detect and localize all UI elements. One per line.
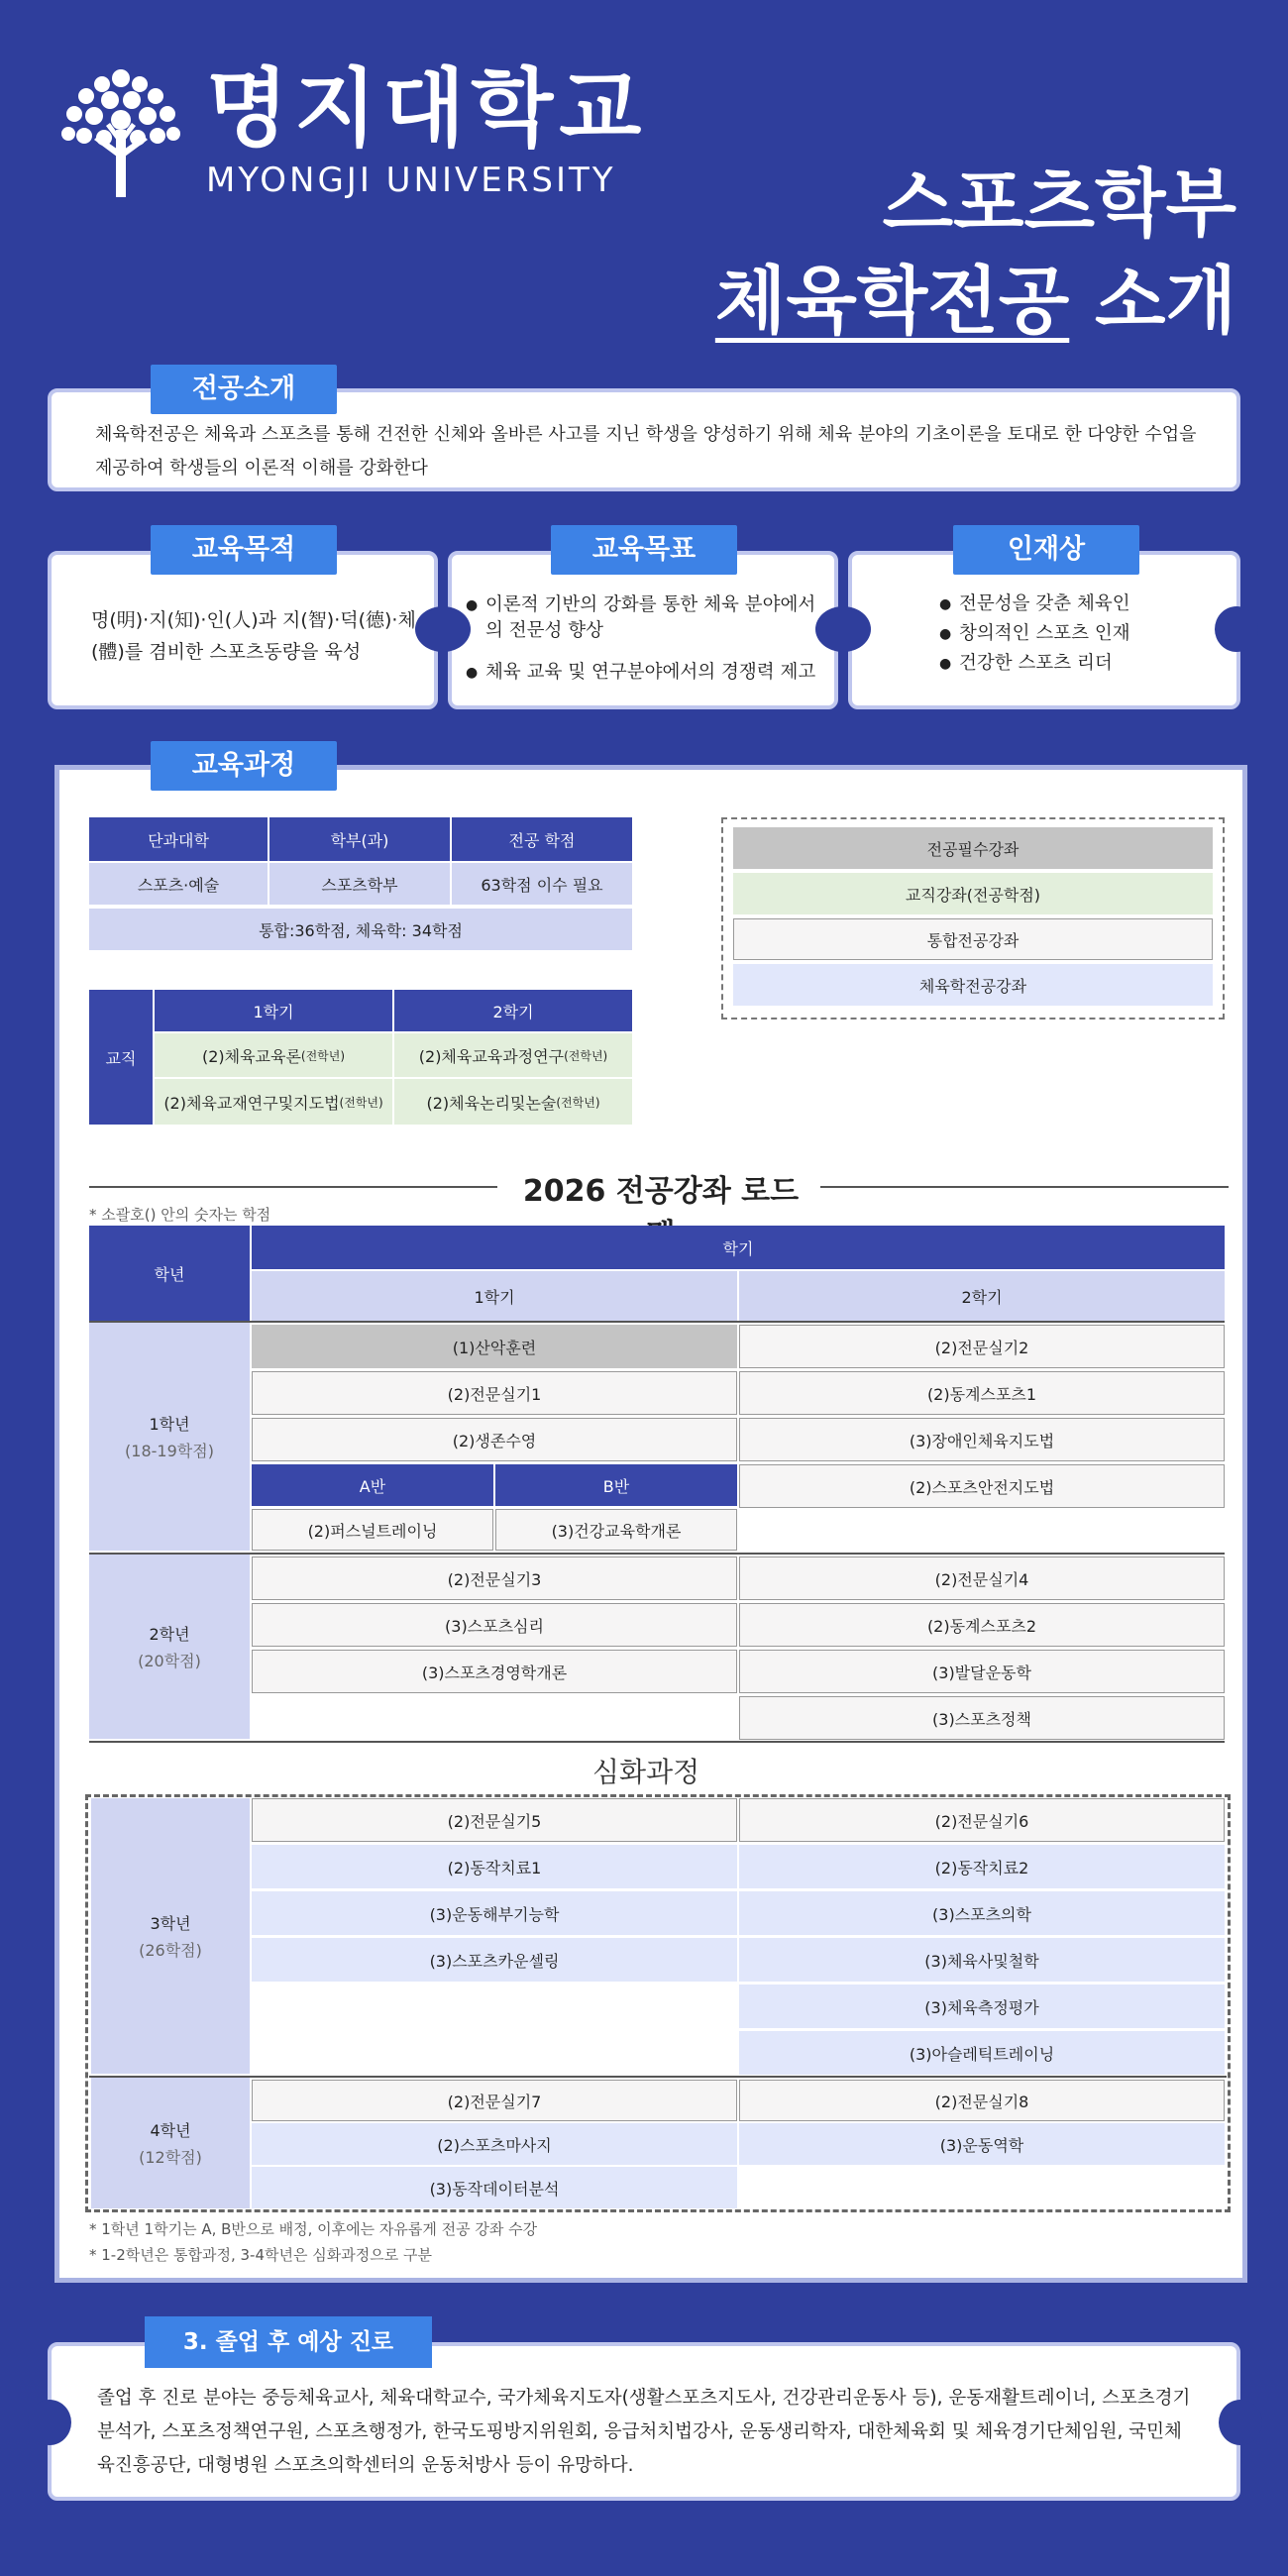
legend-integrated: 통합전공강좌: [733, 918, 1213, 960]
course-cell: (2)퍼스널트레이닝: [252, 1509, 493, 1551]
course-cell: (2)전문실기7: [252, 2080, 737, 2121]
info-value: 스포츠학부: [269, 863, 450, 905]
row-divider: [89, 2076, 1227, 2078]
info-value: 63학점 이수 필요: [452, 863, 632, 905]
university-name-en: MYONGJI UNIVERSITY: [206, 161, 616, 200]
year-credits: (18-19학점): [125, 1442, 214, 1460]
title-major: 체육학전공: [714, 259, 1070, 344]
teaching-sem1: 1학기: [155, 990, 392, 1031]
course-cell: (2)전문실기1: [252, 1371, 737, 1415]
goals-tab: 교육목표: [551, 525, 737, 575]
year3-label: [91, 1798, 250, 2074]
connector-notch: [415, 606, 471, 652]
year-name: 3학년: [150, 1914, 191, 1933]
course-cell: (2)전문실기4: [739, 1556, 1225, 1600]
sem1-header: 1학기: [252, 1271, 737, 1321]
legend-teaching: 교직강좌(전공학점): [733, 873, 1213, 914]
title-suffix: 소개: [1069, 259, 1236, 344]
course-cell: (2)동작치료1: [252, 1845, 737, 1888]
class-b-header: B반: [495, 1464, 737, 1506]
course-cell: (3)아슬레틱트레이닝: [739, 2031, 1225, 2075]
teaching-course: [394, 1033, 632, 1077]
title-rule-left: [89, 1186, 497, 1188]
course-cell: (2)전문실기5: [252, 1798, 737, 1842]
purpose-box: [48, 551, 438, 709]
tree-logo-icon: [54, 60, 188, 199]
connector-notch: [1215, 606, 1258, 652]
title-rule-right: [820, 1186, 1229, 1188]
course-cell: (3)스포츠의학: [739, 1891, 1225, 1935]
footnote: * 1학년 1학기는 A, B반으로 배정, 이후에는 자유롭게 전공 강좌 수강: [89, 2220, 538, 2238]
curriculum-tab: 교육과정: [151, 741, 337, 791]
roadmap-title: 2026 전공강좌 로드: [522, 1174, 800, 1209]
advanced-title: 심화과정: [592, 1756, 700, 1788]
talent-tab: 인재상: [953, 525, 1139, 575]
year-credits: (12학점): [139, 2148, 202, 2167]
course-name: (2)체육교육과정연구: [418, 1046, 565, 1066]
talent-item: ● 전문성을 갖춘 체육인: [939, 590, 1227, 618]
year-name: 1학년: [149, 1415, 190, 1434]
info-header: 학부(과): [269, 817, 450, 861]
course-cell: (1)산악훈련: [252, 1325, 737, 1368]
course-cell: (3)발달운동학: [739, 1650, 1225, 1693]
year-name: 4학년: [150, 2121, 191, 2140]
university-logo: [54, 59, 647, 200]
info-value: 스포츠·예술: [89, 863, 268, 905]
course-cell: (3)장애인체육지도법: [739, 1418, 1225, 1461]
course-cell: (3)체육사및철학: [739, 1938, 1225, 1982]
info-header: 단과대학: [89, 817, 268, 861]
course-scope: (전학년): [556, 1095, 600, 1110]
course-name: (2)체육교재연구및지도법: [163, 1093, 340, 1113]
course-name: (2)체육교육론: [201, 1046, 301, 1066]
course-cell: (3)체육측정평가: [739, 1985, 1225, 2028]
row-divider: [89, 1553, 1225, 1555]
row-divider: [89, 1741, 1225, 1743]
course-cell: (3)스포츠심리: [252, 1603, 737, 1647]
intro-text: 체육학전공은 체육과 스포츠를 통해 건전한 신체와 올바른 사고를 지닌 학생을 양성하기 위해 체육 분야의 기초이론을 토대로 한 다양한 수업을 제공하여 학생들의 이론적 이해를 강화한다: [95, 424, 1197, 479]
legend-pe: 체육학전공강좌: [733, 964, 1213, 1006]
curriculum-panel: [54, 765, 1247, 2283]
teaching-course: [155, 1033, 392, 1077]
course-cell: (3)스포츠정책: [739, 1696, 1225, 1740]
year-name: 2학년: [149, 1625, 190, 1644]
course-cell: (3)운동역학: [739, 2123, 1225, 2165]
course-cell: (2)스포츠마사지: [252, 2123, 737, 2165]
course-cell: (2)생존수영: [252, 1418, 737, 1461]
course-cell: (2)스포츠안전지도법: [739, 1464, 1225, 1508]
course-scope: (전학년): [339, 1095, 383, 1110]
semester-header: 학기: [252, 1226, 1225, 1269]
university-name-kr: 명지대학교: [206, 59, 648, 159]
course-cell: (3)건강교육학개론: [495, 1509, 737, 1551]
credit-note: * 소괄호() 안의 숫자는 학점: [89, 1206, 271, 1224]
purpose-tab: 교육목적: [151, 525, 337, 575]
course-cell: (2)전문실기3: [252, 1556, 737, 1600]
talent-box: [848, 551, 1240, 709]
year-credits: (20학점): [138, 1652, 201, 1670]
course-cell: (2)동작치료2: [739, 1845, 1225, 1888]
course-cell: (2)전문실기8: [739, 2080, 1225, 2121]
teaching-course: [155, 1079, 392, 1125]
talent-item: ● 건강한 스포츠 리더: [939, 650, 1227, 678]
info-total: 통합:36학점, 체육학: 34학점: [89, 909, 632, 950]
course-cell: (3)스포츠카운셀링: [252, 1938, 737, 1982]
connector-notch: [28, 2400, 71, 2445]
intro-tab: 전공소개: [151, 365, 337, 414]
course-cell: (2)전문실기6: [739, 1798, 1225, 1842]
year2-label: [89, 1555, 250, 1739]
title-line1: 스포츠학부: [882, 161, 1236, 247]
connector-notch: [1219, 2400, 1262, 2445]
sem2-header: 2학기: [739, 1271, 1225, 1321]
course-cell: (2)동계스포츠2: [739, 1603, 1225, 1647]
course-cell: (2)전문실기2: [739, 1325, 1225, 1368]
page-title: [715, 157, 1236, 351]
grade-header: 학년: [89, 1226, 250, 1321]
teaching-course: [394, 1079, 632, 1125]
course-scope: (전학년): [300, 1048, 346, 1063]
teaching-label: 교직: [89, 990, 153, 1125]
year4-label: [91, 2078, 250, 2208]
class-a-header: A반: [252, 1464, 493, 1506]
course-cell: (2)동계스포츠1: [739, 1371, 1225, 1415]
goal-item: ● 이론적 기반의 강화를 통한 체육 분야에서의 전문성 향상: [466, 592, 824, 644]
footnote: * 1-2학년은 통합과정, 3-4학년은 심화과정으로 구분: [89, 2246, 432, 2264]
purpose-text: 명(明)·지(知)·인(人)과 지(智)·덕(德)·체(體)를 겸비한 스포츠동량을 육성: [91, 609, 416, 663]
row-divider: [89, 1321, 1225, 1323]
career-tab: 3. 졸업 후 예상 진로: [145, 2316, 432, 2368]
info-header: 전공 학점: [452, 817, 632, 861]
course-cell: (3)스포츠경영학개론: [252, 1650, 737, 1693]
goal-item: ● 체육 교육 및 연구분야에서의 경쟁력 제고: [466, 660, 824, 686]
year-credits: (26학점): [139, 1941, 202, 1960]
course-scope: (전학년): [564, 1048, 608, 1063]
talent-item: ● 창의적인 스포츠 인재: [939, 620, 1227, 648]
legend-required: 전공필수강좌: [733, 827, 1213, 869]
course-cell: (3)동작데이터분석: [252, 2167, 737, 2208]
course-name: (2)체육논리및논술: [426, 1093, 557, 1113]
connector-notch: [815, 606, 871, 652]
course-cell: (3)운동해부기능학: [252, 1891, 737, 1935]
career-text: 졸업 후 진로 분야는 중등체육교사, 체육대학교수, 국가체육지도자(생활스포츠지도사, 건강관리운동사 등), 운동재활트레이너, 스포츠경기분석가, 스포츠정책연구원, 스포츠행정가, 한국도핑방지위원회, 응급처치법강사, 운동생리학자, 대한체육회 및 체육경기단체임원, 국민체육진흥공단, 대형병원 스포츠의학센터의 운동처방사 등이 유망하다.: [97, 2388, 1191, 2476]
year1-label: [89, 1323, 250, 1551]
teaching-sem2: 2학기: [394, 990, 632, 1031]
goals-box: [448, 551, 838, 709]
